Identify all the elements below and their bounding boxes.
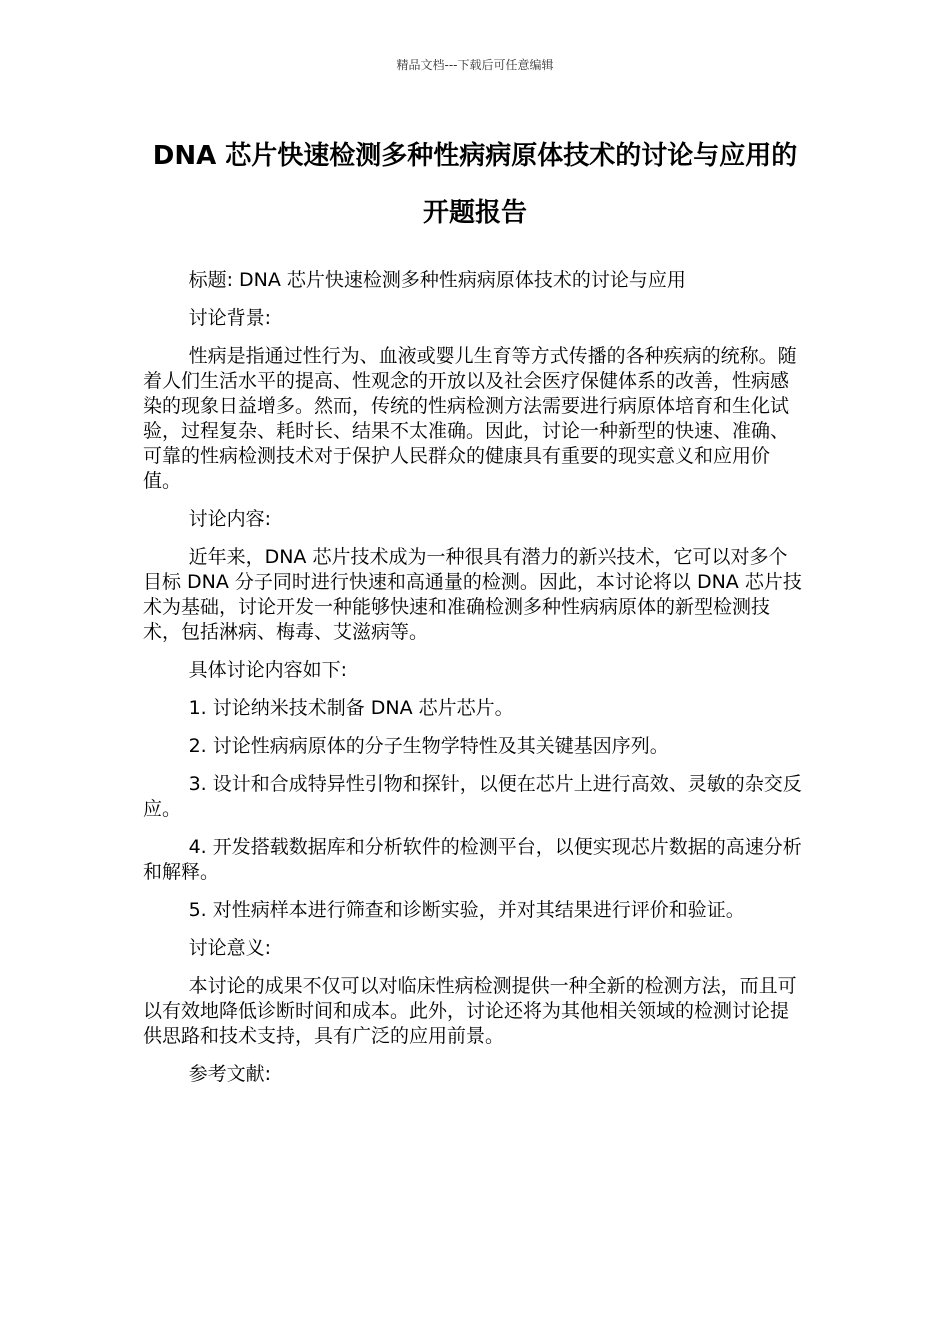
document-body xyxy=(143,268,803,1100)
section-heading-significance: 讨论意义: xyxy=(188,937,271,959)
section-heading-background: 讨论背景: xyxy=(188,307,271,329)
paragraph-content-intro: 具体讨论内容如下: xyxy=(188,659,347,681)
paragraph-content: 近年来，DNA 芯片技术成为一种很具有潜力的新兴技术，它可以对多个目标 DNA 分子同时进行快速和高通量的检测。因此，本讨论将以 DNA 芯片技术为基础，讨论开发一种能够快速和准确检测多种性病病原体的新型检测技术，包括淋病、梅毒、艾滋病等。 xyxy=(143,546,802,643)
paragraph-significance: 本讨论的成果不仅可以对临床性病检测提供一种全新的检测方法，而且可以有效地降低诊断时间和成本。此外，讨论还将为其他相关领域的检测讨论提供思路和技术支持，具有广泛的应用前景。 xyxy=(143,975,797,1047)
header-note: 精品文档---下载后可任意编辑 xyxy=(396,58,554,72)
section-heading-references: 参考文献: xyxy=(188,1063,271,1085)
section-heading-content: 讨论内容: xyxy=(188,508,271,530)
list-item-4: 4. 开发搭载数据库和分析软件的检测平台，以便实现芯片数据的高速分析和解释。 xyxy=(143,836,802,883)
list-item-5: 5. 对性病样本进行筛查和诊断实验，并对其结果进行评价和验证。 xyxy=(188,899,745,921)
paragraph-title-line: 标题: DNA 芯片快速检测多种性病病原体技术的讨论与应用 xyxy=(188,269,686,291)
document-title: DNA 芯片快速检测多种性病病原体技术的讨论与应用的开题报告 xyxy=(152,141,798,228)
list-item-1: 1. 讨论纳米技术制备 DNA 芯片芯片。 xyxy=(188,697,514,719)
list-item-2: 2. 讨论性病病原体的分子生物学特性及其关键基因序列。 xyxy=(188,735,669,757)
paragraph-background: 性病是指通过性行为、血液或婴儿生育等方式传播的各种疾病的统称。随着人们生活水平的提高、性观念的开放以及社会医疗保健体系的改善，性病感染的现象日益增多。然而，传统的性病检测方法需要进行病原体培育和生化试验，过程复杂、耗时长、结果不太准确。因此，讨论一种新型的快速、准确、可靠的性病检测技术对于保护人民群众的健康具有重要的现实意义和应用价值。 xyxy=(143,345,797,492)
list-item-3: 3. 设计和合成特异性引物和探针，以便在芯片上进行高效、灵敏的杂交反应。 xyxy=(143,773,802,820)
